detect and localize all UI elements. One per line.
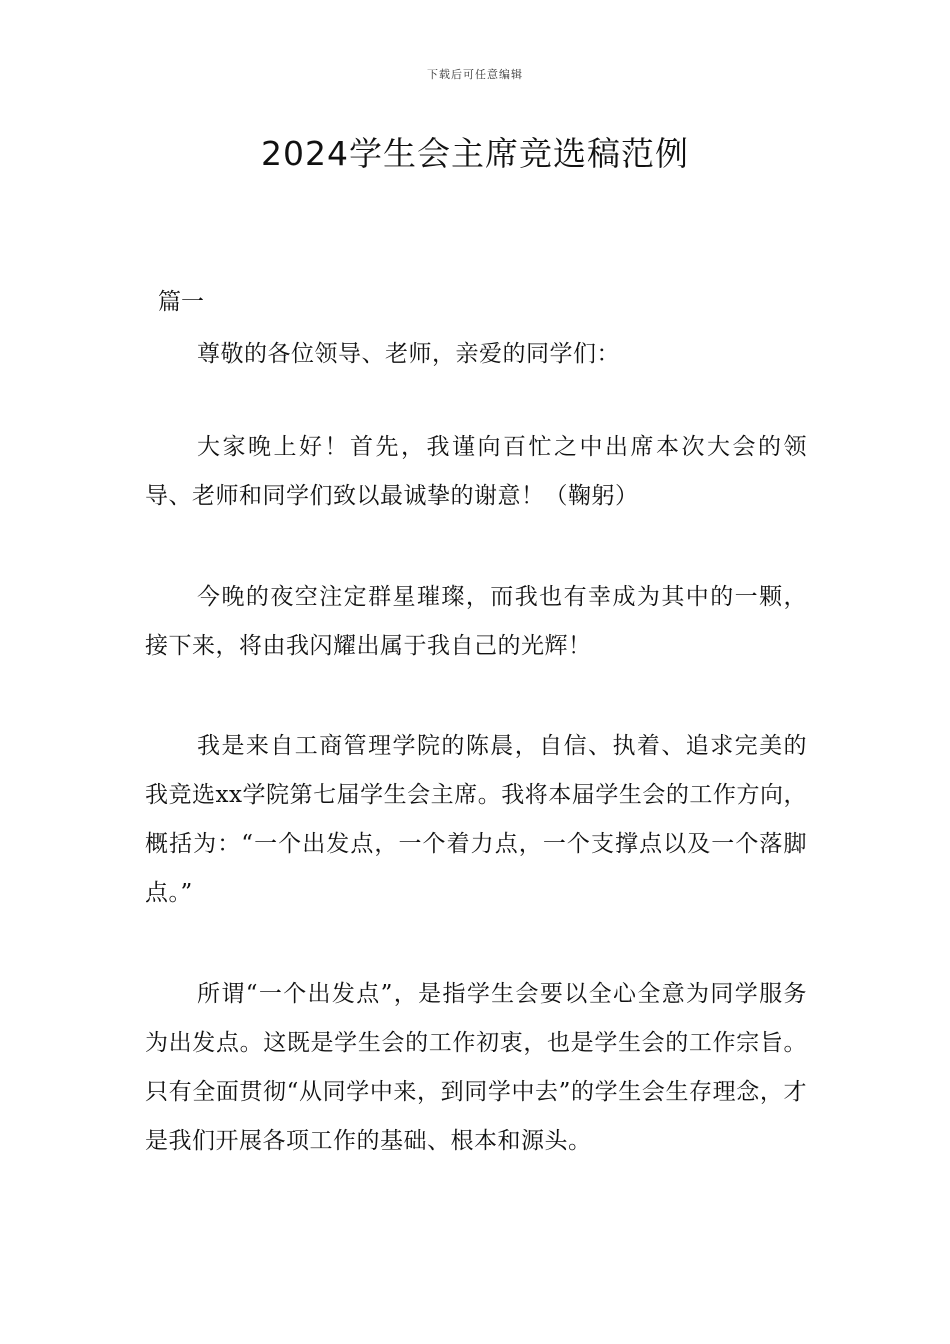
header-note: 下载后可任意编辑: [427, 68, 523, 81]
paragraph-self-introduction: 我是来自工商管理学院的陈晨，自信、执着、追求完美的我竞选xx学院第七届学生会主席。我将本届学生会的工作方向，概括为：“一个出发点，一个着力点，一个支撑点以及一个落脚点。”: [145, 733, 807, 906]
paragraph-starting-point: 所谓“一个出发点”，是指学生会要以全心全意为同学服务为出发点。这既是学生会的工作初衷，也是学生会的工作宗旨。只有全面贯彻“从同学中来，到同学中去”的学生会生存理念，才是我们开展各项工作的基础、根本和源头。: [145, 981, 807, 1154]
paragraph-greeting: 大家晚上好！首先，我谨向百忙之中出席本次大会的领导、老师和同学们致以最诚挚的谢意！（鞠躬）: [145, 434, 807, 509]
document-title: 2024学生会主席竞选稿范例: [261, 134, 689, 173]
paragraph-salutation: 尊敬的各位领导、老师，亲爱的同学们：: [197, 341, 620, 367]
section-label: 篇一: [158, 289, 204, 315]
paragraph-night-sky: 今晚的夜空注定群星璀璨，而我也有幸成为其中的一颗，接下来，将由我闪耀出属于我自己的光辉！: [145, 584, 807, 659]
